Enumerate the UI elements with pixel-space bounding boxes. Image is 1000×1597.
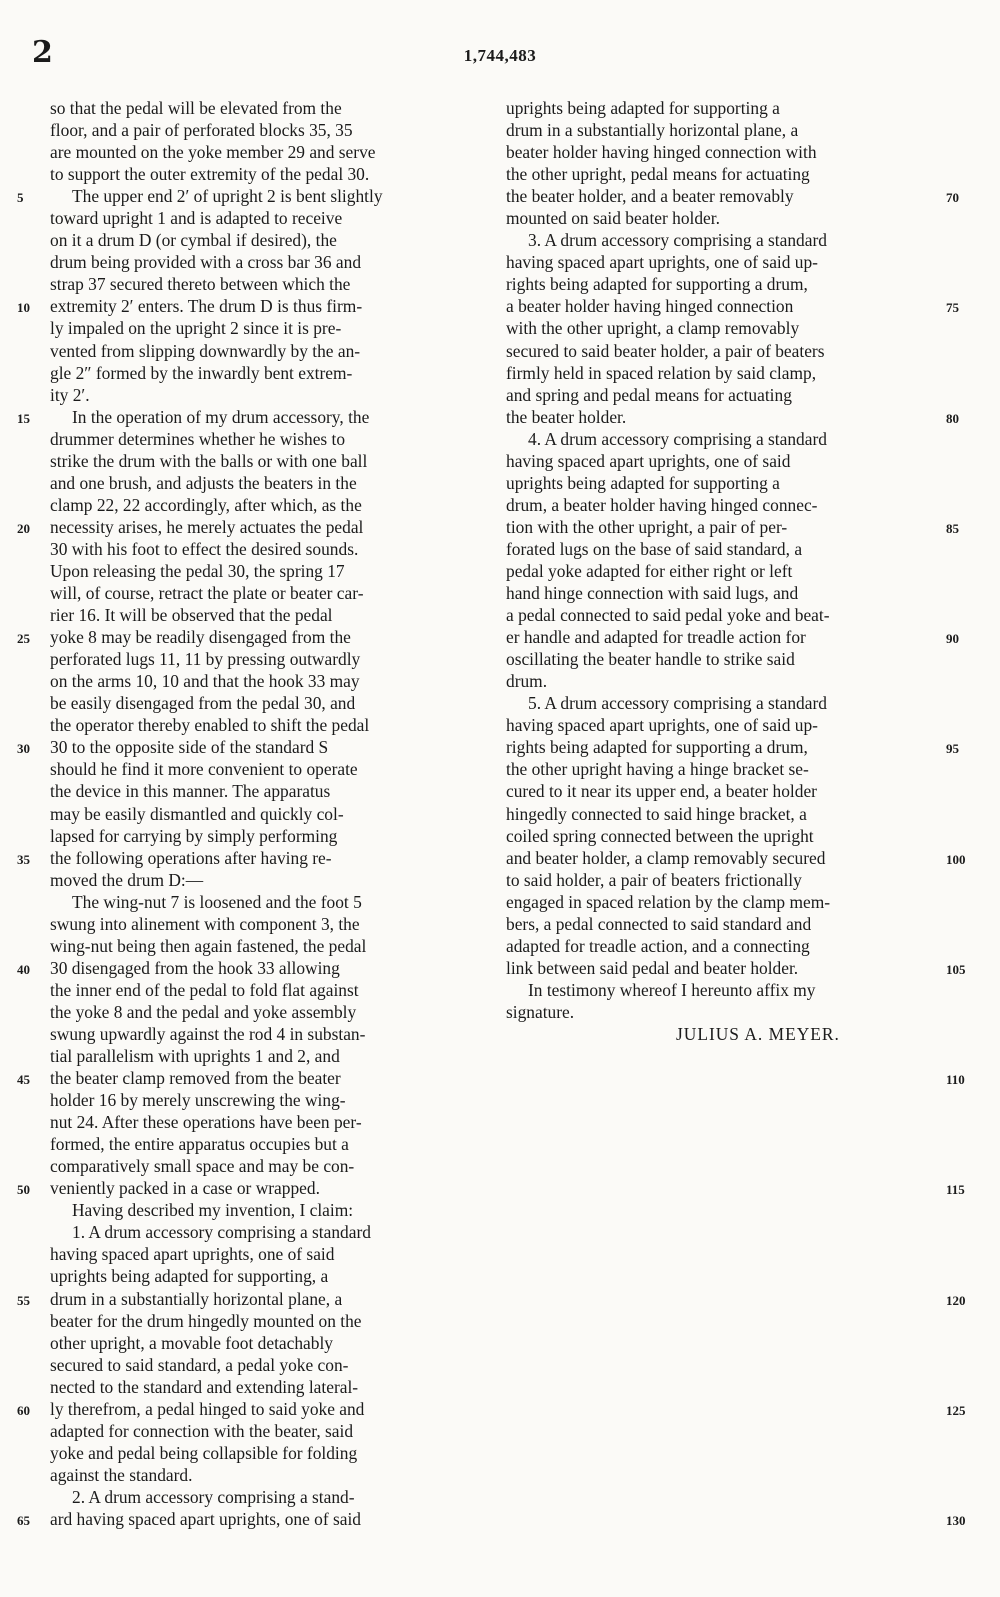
text-line: 2. A drum accessory comprising a stand- xyxy=(72,1486,355,1507)
text-line: clamp 22, 22 accordingly, after which, as the xyxy=(50,494,362,515)
text-line: signature. xyxy=(506,1001,575,1022)
text-line: secured to said beater holder, a pair of beaters xyxy=(506,340,825,361)
text-line: to support the outer extremity of the pedal 30. xyxy=(50,164,370,185)
line-number: 55 xyxy=(17,1293,30,1308)
text-line: and beater holder, a clamp removably secured xyxy=(506,847,826,868)
text-line: cured to it near its upper end, a beater holder xyxy=(506,781,817,802)
text-line: the beater clamp removed from the beater xyxy=(50,1068,341,1089)
text-line: ard having spaced apart uprights, one of said xyxy=(50,1509,362,1529)
patent-number: 1,744,483 xyxy=(463,46,537,65)
text-line: and spring and pedal means for actuating xyxy=(506,384,792,405)
text-line: gle 2″ formed by the inwardly bent extrem- xyxy=(50,362,353,383)
text-line: uprights being adapted for supporting, a xyxy=(50,1266,329,1287)
text-line: ly impaled on the upright 2 since it is pre- xyxy=(50,318,342,339)
text-line: The wing-nut 7 is loosened and the foot 5 xyxy=(72,891,362,912)
line-number: 110 xyxy=(946,1072,965,1087)
line-number: 80 xyxy=(946,411,959,426)
text-line: be easily disengaged from the pedal 30, and xyxy=(50,693,356,714)
text-line: 3. A drum accessory comprising a standard xyxy=(528,230,827,251)
line-number: 85 xyxy=(946,521,959,536)
text-line: strap 37 secured thereto between which the xyxy=(50,274,351,295)
line-number: 30 xyxy=(17,741,30,756)
text-line: link between said pedal and beater holder. xyxy=(506,957,799,978)
text-line: the inner end of the pedal to fold flat against xyxy=(50,979,359,1000)
text-line: tial parallelism with uprights 1 and 2, and xyxy=(50,1046,340,1067)
line-number: 125 xyxy=(946,1403,966,1418)
text-line: perforated lugs 11, 11 by pressing outwardly xyxy=(50,649,361,670)
text-line: a pedal connected to said pedal yoke and beat- xyxy=(506,605,830,626)
text-line: other upright, a movable foot detachably xyxy=(50,1332,333,1353)
text-line: on the arms 10, 10 and that the hook 33 may xyxy=(50,671,360,692)
text-line: toward upright 1 and is adapted to receive xyxy=(50,208,343,229)
line-number: 70 xyxy=(946,190,959,205)
text-line: In the operation of my drum accessory, the xyxy=(72,406,370,427)
line-number: 65 xyxy=(17,1513,30,1528)
text-line: In testimony whereof I hereunto affix my xyxy=(528,979,816,1000)
page-number: 2 xyxy=(32,35,53,70)
text-line: oscillating the beater handle to strike said xyxy=(506,649,795,670)
text-line: beater for the drum hingedly mounted on the xyxy=(50,1310,362,1331)
line-number: 105 xyxy=(946,962,966,977)
line-number: 25 xyxy=(17,631,30,646)
text-line: er handle and adapted for treadle action for xyxy=(506,627,806,648)
text-line: yoke and pedal being collapsible for folding xyxy=(50,1442,358,1463)
text-line: engaged in spaced relation by the clamp mem- xyxy=(506,891,831,912)
text-line: having spaced apart uprights, one of said up- xyxy=(506,715,818,736)
text-line: on it a drum D (or cymbal if desired), the xyxy=(50,230,337,251)
text-line: ly therefrom, a pedal hinged to said yoke and xyxy=(50,1398,365,1419)
text-line: drummer determines whether he wishes to xyxy=(50,428,346,449)
text-line: wing-nut being then again fastened, the pedal xyxy=(50,935,367,956)
text-line: 30 with his foot to effect the desired sounds. xyxy=(50,538,359,559)
text-line: against the standard. xyxy=(50,1464,193,1485)
text-line: the device in this manner. The apparatus xyxy=(50,781,331,802)
text-line: formed, the entire apparatus occupies but a xyxy=(50,1134,349,1155)
line-number: 100 xyxy=(946,852,966,867)
text-line: swung upwardly against the rod 4 in substan- xyxy=(50,1023,366,1044)
text-line: moved the drum D:— xyxy=(50,869,204,890)
text-line: should he find it more convenient to operate xyxy=(50,759,358,780)
text-line: and one brush, and adjusts the beaters in the xyxy=(50,472,357,493)
text-line: pedal yoke adapted for either right or left xyxy=(506,560,793,581)
line-number: 75 xyxy=(946,300,959,315)
text-line: ity 2′. xyxy=(50,384,90,405)
text-line: necessity arises, he merely actuates the pedal xyxy=(50,516,364,537)
text-line: the yoke 8 and the pedal and yoke assembly xyxy=(50,1001,357,1022)
text-line: firmly held in spaced relation by said clamp, xyxy=(506,362,817,383)
text-line: 4. A drum accessory comprising a standard xyxy=(528,428,827,449)
text-line: lapsed for carrying by simply performing xyxy=(50,825,338,846)
text-line: rier 16. It will be observed that the pedal xyxy=(50,605,333,626)
text-line: having spaced apart uprights, one of said xyxy=(50,1244,335,1265)
text-line: holder 16 by merely unscrewing the wing- xyxy=(50,1090,346,1111)
text-line: the following operations after having re- xyxy=(50,847,332,868)
text-line: swung into alinement with component 3, the xyxy=(50,913,360,934)
line-number: 50 xyxy=(17,1182,30,1197)
line-number: 35 xyxy=(17,852,30,867)
text-line: rights being adapted for supporting a drum, xyxy=(506,737,808,758)
text-line: with the other upright, a clamp removably xyxy=(506,318,800,339)
text-line: 30 disengaged from the hook 33 allowing xyxy=(50,957,340,978)
line-number: 130 xyxy=(946,1513,966,1528)
line-number: 45 xyxy=(17,1072,30,1087)
text-line: 30 to the opposite side of the standard S xyxy=(50,737,329,758)
line-number: 10 xyxy=(17,300,30,315)
text-line: the other upright, pedal means for actuating xyxy=(506,164,810,185)
text-line: 1. A drum accessory comprising a standard xyxy=(72,1222,371,1243)
text-line: the beater holder, and a beater removably xyxy=(506,186,794,207)
text-line: coiled spring connected between the upright xyxy=(506,825,814,846)
text-line: drum in a substantially horizontal plane, a xyxy=(50,1288,343,1309)
text-line: drum being provided with a cross bar 36 and xyxy=(50,252,362,273)
text-line: to said holder, a pair of beaters frictionally xyxy=(506,869,802,890)
text-line: hand hinge connection with said lugs, and xyxy=(506,583,799,604)
left-text-column xyxy=(50,97,492,1530)
text-line: the beater holder. xyxy=(506,406,627,427)
signature-name: JULIUS A. MEYER. xyxy=(676,1023,840,1044)
text-line: drum. xyxy=(506,671,548,692)
text-line: uprights being adapted for supporting a xyxy=(506,98,780,118)
text-line: drum in a substantially horizontal plane, a xyxy=(506,120,799,141)
text-line: adapted for connection with the beater, said xyxy=(50,1420,354,1441)
text-line: comparatively small space and may be con- xyxy=(50,1156,355,1177)
text-line: secured to said standard, a pedal yoke con- xyxy=(50,1354,349,1375)
line-number: 20 xyxy=(17,521,30,536)
text-line: strike the drum with the balls or with one ball xyxy=(50,450,368,471)
text-line: veniently packed in a case or wrapped. xyxy=(50,1178,320,1199)
line-number: 120 xyxy=(946,1293,966,1308)
line-number: 15 xyxy=(17,411,30,426)
line-number: 115 xyxy=(946,1182,965,1197)
text-line: forated lugs on the base of said standard, a xyxy=(506,538,803,559)
text-line: yoke 8 may be readily disengaged from the xyxy=(50,627,351,648)
text-line: vented from slipping downwardly by the an- xyxy=(50,340,361,361)
text-line: adapted for treadle action, and a connecting xyxy=(506,935,810,956)
text-line: extremity 2′ enters. The drum D is thus firm- xyxy=(50,296,363,317)
text-line: having spaced apart uprights, one of said up- xyxy=(506,252,818,273)
text-line: so that the pedal will be elevated from the xyxy=(50,98,342,118)
text-line: nut 24. After these operations have been per- xyxy=(50,1112,362,1133)
text-line: may be easily dismantled and quickly col- xyxy=(50,803,344,824)
text-line: nected to the standard and extending lateral- xyxy=(50,1376,359,1397)
text-line: will, of course, retract the plate or beater car- xyxy=(50,583,364,604)
line-number: 90 xyxy=(946,631,959,646)
right-text-column xyxy=(506,97,944,1045)
text-line: bers, a pedal connected to said standard and xyxy=(506,913,812,934)
text-line: hingedly connected to said hinge bracket, a xyxy=(506,803,807,824)
text-line: having spaced apart uprights, one of said xyxy=(506,450,791,471)
text-line: The upper end 2′ of upright 2 is bent slightly xyxy=(72,186,383,207)
text-line: tion with the other upright, a pair of per- xyxy=(506,516,788,537)
text-line: mounted on said beater holder. xyxy=(506,208,720,229)
text-line: drum, a beater holder having hinged connec- xyxy=(506,494,818,515)
text-line: beater holder having hinged connection with xyxy=(506,142,817,163)
text-line: the operator thereby enabled to shift the pedal xyxy=(50,715,370,736)
text-line: a beater holder having hinged connection xyxy=(506,296,794,317)
text-line: floor, and a pair of perforated blocks 35, 35 xyxy=(50,120,353,141)
text-line: 5. A drum accessory comprising a standard xyxy=(528,693,827,714)
line-number: 5 xyxy=(17,190,24,205)
text-line: Having described my invention, I claim: xyxy=(72,1200,354,1221)
text-line: rights being adapted for supporting a drum, xyxy=(506,274,808,295)
text-line: Upon releasing the pedal 30, the spring 17 xyxy=(50,560,345,581)
text-line: are mounted on the yoke member 29 and serve xyxy=(50,142,376,163)
line-number: 95 xyxy=(946,741,959,756)
text-line: uprights being adapted for supporting a xyxy=(506,472,780,493)
text-line: the other upright having a hinge bracket se- xyxy=(506,759,809,780)
line-number: 40 xyxy=(17,962,30,977)
line-number: 60 xyxy=(17,1403,30,1418)
